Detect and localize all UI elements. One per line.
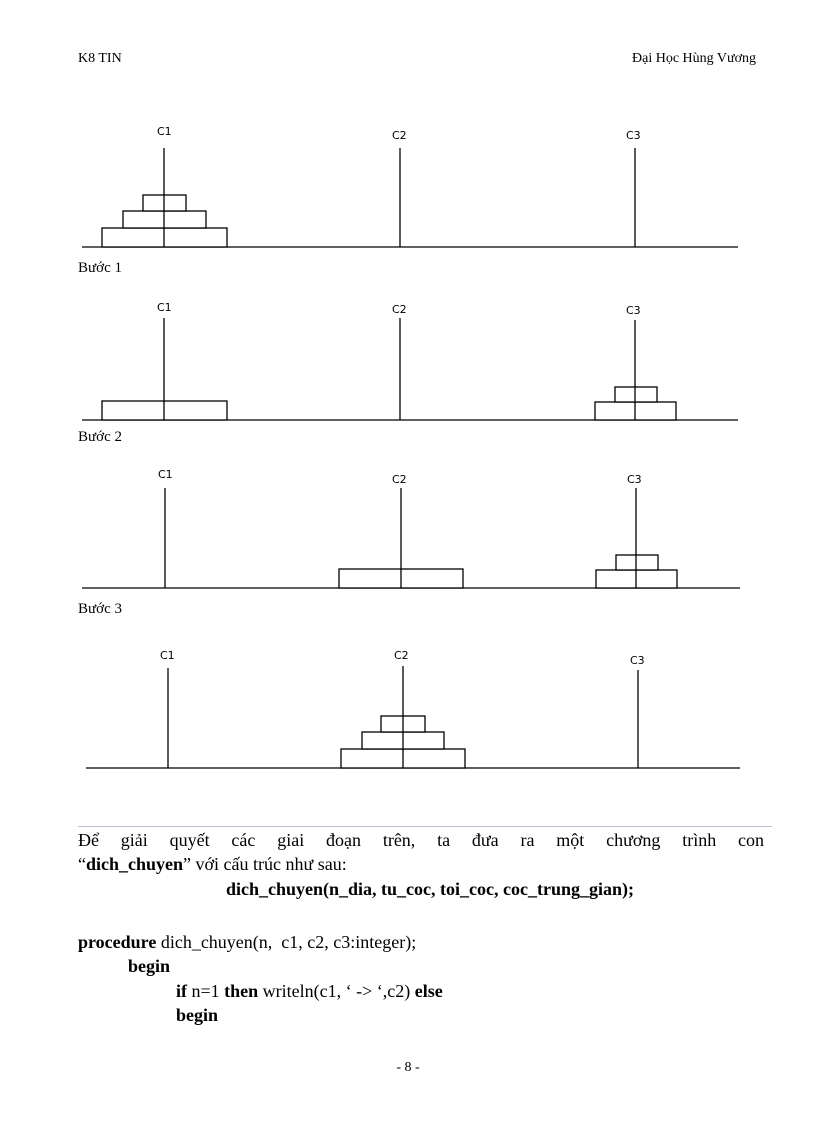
intro-paragraph-line1: Để giải quyết các giai đoạn trên, ta đưa ra một chương trình con (78, 830, 764, 850)
label-c3: C3 (626, 304, 641, 317)
section-divider (78, 826, 772, 827)
label-c3: C3 (626, 129, 641, 142)
label-c2: C2 (392, 129, 407, 142)
keyword-begin: begin (176, 1005, 219, 1025)
step-label-1: Bước 1 (78, 260, 122, 276)
function-name: dich_chuyen (86, 854, 184, 874)
label-c1: C1 (160, 649, 175, 662)
step-label-2: Bước 2 (78, 429, 122, 445)
label-c1: C1 (157, 125, 172, 138)
code-line-begin-inner (176, 1003, 218, 1027)
panel-step-3 (86, 649, 740, 768)
label-c1: C1 (157, 301, 172, 314)
function-call-signature: dich_chuyen(n_dia, tu_coc, toi_coc, coc_trung_gian); (226, 879, 634, 899)
disk-small (615, 387, 657, 402)
then-statement: writeln(c1, ‘ -> ‘,c2) (258, 981, 415, 1001)
code-line-procedure (78, 930, 416, 954)
keyword-if: if (176, 981, 187, 1001)
step-label-3: Bước 3 (78, 601, 122, 617)
header-left: K8 TIN (78, 51, 122, 66)
label-c3: C3 (627, 473, 642, 486)
label-c2: C2 (392, 473, 407, 486)
keyword-procedure: procedure (78, 932, 157, 952)
header-right: Đại Học Hùng Vương (632, 51, 756, 66)
label-c2: C2 (392, 303, 407, 316)
keyword-then: then (224, 981, 259, 1001)
intro-rest: với cấu trúc như sau: (191, 854, 347, 874)
code-line-if (176, 979, 443, 1003)
quote-close: ” (183, 854, 192, 874)
intro-paragraph-line2 (78, 852, 347, 876)
code-line-begin-outer (128, 954, 170, 978)
panel-initial (82, 125, 738, 247)
label-c2: C2 (394, 649, 409, 662)
if-condition: n=1 (187, 981, 225, 1001)
label-c3: C3 (630, 654, 645, 667)
keyword-begin: begin (128, 956, 171, 976)
label-c1: C1 (158, 468, 173, 481)
panel-step-1 (82, 301, 738, 420)
panel-step-2 (82, 468, 740, 588)
quote-open: “ (78, 854, 86, 874)
procedure-signature: dich_chuyen(n, c1, c2, c3:integer); (156, 932, 417, 952)
keyword-else: else (414, 981, 443, 1001)
page-number: - 8 - (396, 1060, 420, 1075)
disk-small (616, 555, 658, 570)
